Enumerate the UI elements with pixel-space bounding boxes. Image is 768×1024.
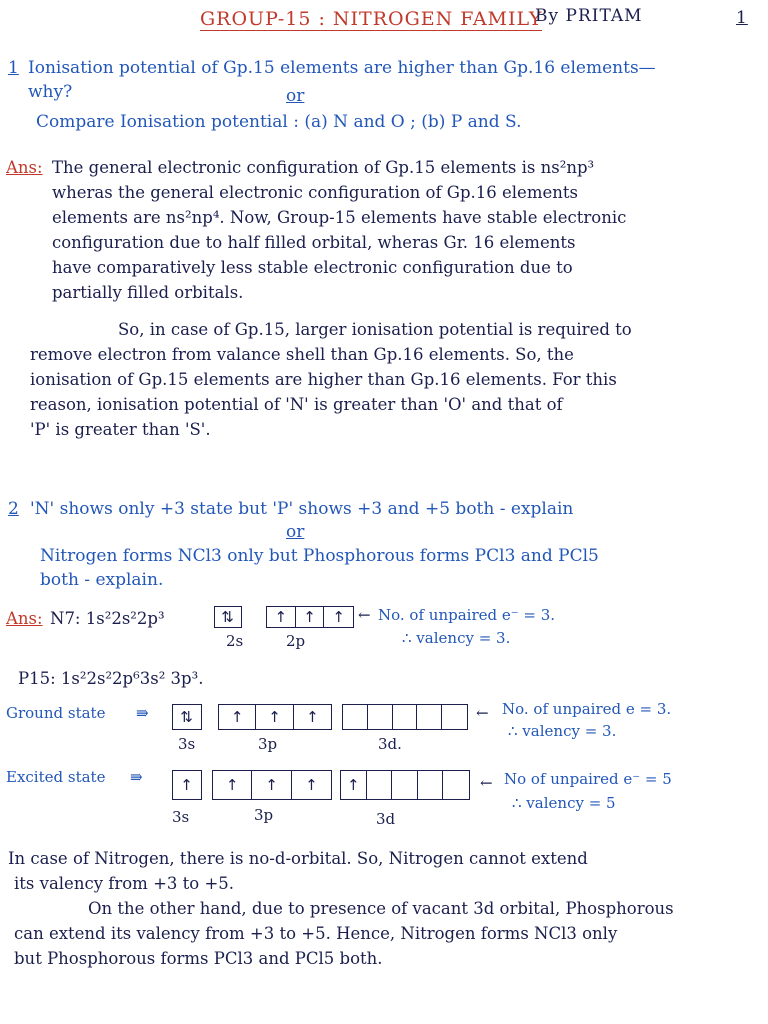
question-2-line1: 'N' shows only +3 state but 'P' shows +3 and +5 both - explain [30, 499, 574, 519]
label-2s: 2s [226, 632, 244, 650]
ground-3p-box [218, 704, 332, 730]
answer-2-label: Ans: [6, 609, 43, 628]
orbital-cell: ↑ [267, 607, 296, 627]
ground-state-label: Ground state [6, 704, 106, 722]
answer-1-para2 [30, 317, 720, 442]
answer-1-line: configuration due to half filled orbital, wheras Gr. 16 elements [52, 233, 576, 252]
conclusion-line: On the other hand, due to presence of vacant 3d orbital, Phosphorous [88, 899, 674, 918]
orbital-cell: ↑ [256, 705, 293, 729]
orbital-cell [393, 705, 418, 729]
ground-3s-box [172, 704, 202, 730]
orbital-cell [392, 771, 418, 799]
nitrogen-2p-box [266, 606, 354, 628]
answer-1-line: ionisation of Gp.15 elements are higher than Gp.16 elements. For this [30, 370, 617, 389]
answer-1-line: elements are ns²np⁴. Now, Group-15 elements have stable electronic [52, 208, 627, 227]
answer-1-line: have comparatively less stable electronic configuration due to [52, 258, 573, 277]
ground-3d-box [342, 704, 468, 730]
conclusion-line: but Phosphorous forms PCl3 and PCl5 both. [14, 949, 383, 968]
question-2-line2: Nitrogen forms NCl3 only but Phosphorous forms PCl3 and PCl5 [40, 546, 599, 566]
orbital-cell [368, 705, 393, 729]
orbital-cell: ↑ [306, 708, 319, 726]
orbital-cell: ↑ [219, 705, 256, 729]
question-2-line3: both - explain. [40, 570, 164, 590]
orbital-cell: ↑ [252, 771, 291, 799]
pointer-icon: ⇛ [136, 704, 149, 722]
excited-3p-box [212, 770, 332, 800]
label-2p: 2p [286, 632, 306, 650]
orbital-cell: ↑ [213, 771, 252, 799]
orbital-cell [343, 705, 368, 729]
answer-1-line: The general electronic configuration of Gp.15 elements is ns²np³ [52, 158, 595, 177]
label-3d: 3d [376, 810, 396, 828]
answer-1-line: 'P' is greater than 'S'. [30, 420, 211, 439]
question-1-line1: Ionisation potential of Gp.15 elements are higher than Gp.16 elements— [28, 58, 656, 78]
author: By PRITAM [535, 6, 643, 26]
label-3p: 3p [258, 735, 278, 753]
page-number: 1 [736, 8, 748, 28]
page-title: GROUP-15 : NITROGEN FAMILY [200, 8, 543, 30]
answer-1-line: reason, ionisation potential of 'N' is greater than 'O' and that of [30, 395, 563, 414]
question-1-number: 1 [8, 58, 19, 78]
orbital-cell: ⇅ [180, 708, 193, 726]
nitrogen-note2: ∴ valency = 3. [402, 629, 511, 647]
question-2-number: 2 [8, 499, 19, 519]
orbital-cell: ↑ [332, 608, 345, 626]
question-1-line2: why? [28, 82, 73, 102]
pointer-icon: ⇛ [130, 768, 143, 786]
arrow-icon: ← [480, 774, 493, 792]
answer-1-line: So, in case of Gp.15, larger ionisation potential is required to [118, 320, 632, 339]
conclusion-line: can extend its valency from +3 to +5. Hence, Nitrogen forms NCl3 only [14, 924, 618, 943]
arrow-icon: ← [358, 606, 371, 624]
excited-note2: ∴ valency = 5 [512, 794, 616, 812]
answer-1-para1 [52, 155, 742, 305]
question-2-or: or [286, 522, 305, 542]
phosphorus-config: P15: 1s²2s²2p⁶3s² 3p³. [18, 669, 204, 688]
conclusion-line: In case of Nitrogen, there is no-d-orbital. So, Nitrogen cannot extend [8, 849, 588, 868]
answer-1-line: wheras the general electronic configuration of Gp.16 elements [52, 183, 578, 202]
answer-1-line: remove electron from valance shell than Gp.16 elements. So, the [30, 345, 574, 364]
excited-3d-box [340, 770, 470, 800]
orbital-cell: ↑ [305, 776, 318, 794]
orbital-cell [367, 771, 393, 799]
nitrogen-note1: No. of unpaired e⁻ = 3. [378, 606, 556, 624]
orbital-cell: ↑ [296, 607, 325, 627]
conclusion-para2 [14, 896, 754, 971]
orbital-cell [418, 771, 444, 799]
arrow-icon: ← [476, 704, 489, 722]
label-3p: 3p [254, 806, 274, 824]
excited-note1: No of unpaired e⁻ = 5 [504, 770, 672, 788]
orbital-cell [442, 705, 467, 729]
question-1-line3: Compare Ionisation potential : (a) N and O ; (b) P and S. [36, 112, 522, 132]
excited-3s-box [172, 770, 202, 800]
label-3s: 3s [172, 808, 190, 826]
conclusion-para1 [8, 846, 748, 896]
nitrogen-config: N7: 1s²2s²2p³ [50, 609, 165, 628]
orbital-cell [417, 705, 442, 729]
label-3d: 3d. [378, 735, 402, 753]
label-3s: 3s [178, 735, 196, 753]
orbital-cell: ↑ [180, 776, 193, 794]
orbital-cell: ⇅ [221, 608, 234, 626]
excited-state-label: Excited state [6, 768, 106, 786]
answer-1-line: partially filled orbitals. [52, 283, 244, 302]
ground-note2: ∴ valency = 3. [508, 722, 617, 740]
conclusion-line: its valency from +3 to +5. [14, 874, 235, 893]
nitrogen-2s-box [214, 606, 242, 628]
orbital-cell [443, 771, 469, 799]
orbital-cell: ↑ [341, 771, 367, 799]
question-1-or: or [286, 86, 305, 106]
answer-1-label: Ans: [6, 158, 43, 177]
ground-note1: No. of unpaired e = 3. [502, 700, 672, 718]
